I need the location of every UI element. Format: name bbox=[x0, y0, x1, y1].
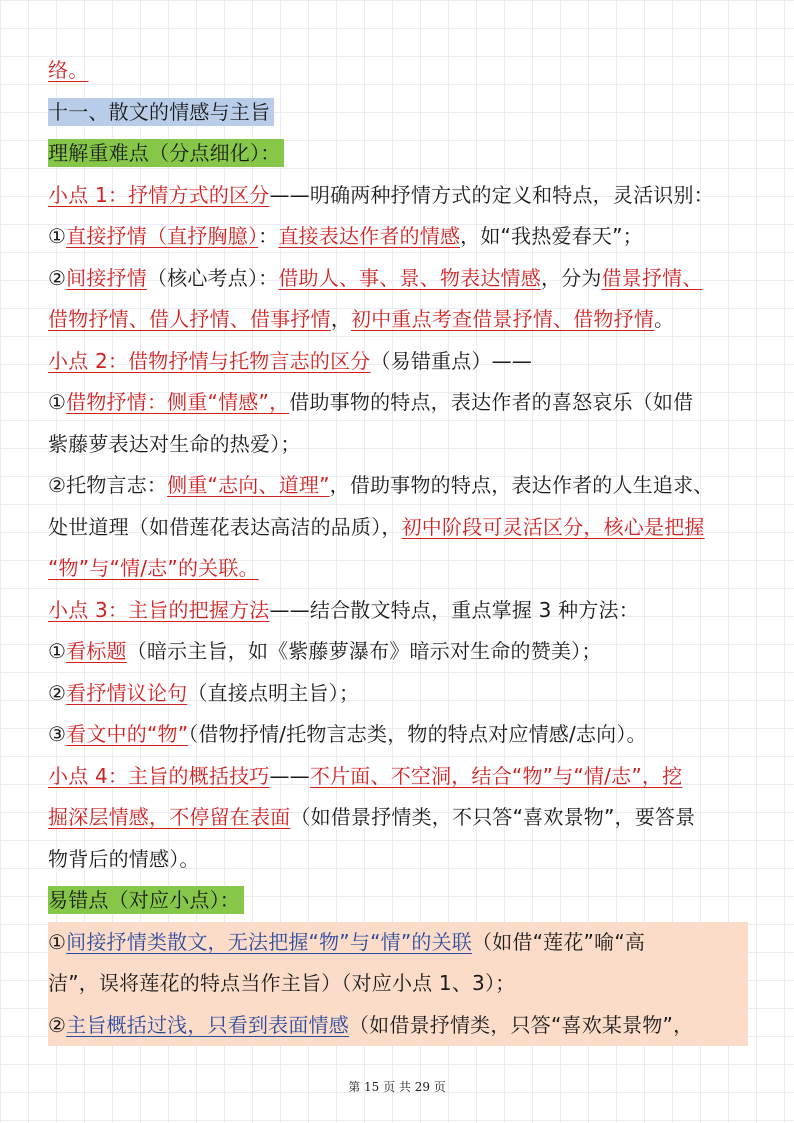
point-3-line bbox=[48, 590, 748, 632]
text-line bbox=[48, 507, 748, 549]
categories-text: 借物抒情、借人抒情、借事抒情 bbox=[48, 307, 331, 331]
dash: —— bbox=[269, 763, 310, 788]
text-line bbox=[48, 299, 748, 341]
text-line bbox=[48, 673, 748, 715]
point-4-tip: 不片面、不空洞，结合“物”与“情/志”，挖 bbox=[309, 763, 683, 788]
exam-focus-text: 初中重点考查借景抒情、借物抒情 bbox=[351, 307, 655, 331]
connector-text: ，分为 bbox=[540, 265, 602, 290]
indirect-lyric-def: 借助人、事、景、物表达情感 bbox=[278, 265, 541, 290]
item-marker: ① bbox=[48, 929, 67, 954]
point-3-title: 小点 3：主旨的把握方法 bbox=[48, 597, 270, 622]
body-text: 物背后的情感）。 bbox=[48, 846, 200, 871]
comma: ， bbox=[330, 307, 352, 331]
text-line bbox=[48, 548, 748, 590]
key-summary-text: “物”与“情/志”的关联。 bbox=[48, 556, 259, 580]
body-text: 借助事物的特点，表达作者的喜怒哀乐（如借 bbox=[289, 390, 694, 414]
document-page bbox=[48, 50, 748, 1046]
object-aspiration-term: ②托物言志： bbox=[48, 473, 168, 497]
body-text: 洁”，误将莲花的特点当作主旨）（对应小点 1、3）； bbox=[48, 971, 516, 995]
text-line bbox=[48, 797, 748, 839]
text-line bbox=[48, 631, 748, 673]
mistake-2-text: 主旨概括过浅，只看到表面情感 bbox=[66, 1012, 349, 1037]
continued-text: 络。 bbox=[48, 58, 89, 82]
categories-text: 借景抒情、 bbox=[601, 265, 703, 290]
text-line bbox=[48, 963, 748, 1005]
text-line bbox=[48, 1005, 748, 1047]
item-marker: ② bbox=[48, 680, 67, 705]
text-line bbox=[48, 382, 748, 424]
point-1-title: 小点 1：抒情方式的区分 bbox=[48, 182, 270, 207]
text-line bbox=[48, 216, 748, 258]
point-2-line bbox=[48, 341, 748, 383]
item-marker: ② bbox=[48, 1012, 67, 1037]
indirect-lyric-term: 间接抒情 bbox=[66, 265, 147, 290]
text-line bbox=[48, 424, 748, 466]
mistake-1-text: 间接抒情类散文，无法把握“物”与“情”的关联 bbox=[66, 929, 472, 954]
point-2-title: 小点 2：借物抒情与托物言志的区分 bbox=[48, 348, 371, 373]
object-lyric-term: 借物抒情：侧重“情感”， bbox=[66, 390, 290, 414]
item-marker: ① bbox=[48, 639, 67, 663]
body-text: 紫藤萝表达对生命的热爱）； bbox=[48, 431, 301, 456]
text-line bbox=[48, 258, 748, 300]
body-text: （如借景抒情类，不只答“喜欢景物”，要答景 bbox=[290, 805, 696, 829]
mistakes-heading: 易错点（对应小点）： bbox=[48, 886, 244, 914]
section-title: 十一、散文的情感与主旨 bbox=[48, 98, 274, 126]
period: 。 bbox=[654, 307, 675, 331]
body-text: （如借景抒情类，只答“喜欢某景物”， bbox=[348, 1012, 694, 1037]
body-text: 处世道理（如借莲花表达高洁的品质）， bbox=[48, 514, 402, 539]
text-line bbox=[48, 465, 748, 507]
text-line bbox=[48, 50, 748, 92]
point-3-desc: ——结合散文特点，重点掌握 3 种方法： bbox=[269, 597, 639, 622]
body-text: （暗示主旨，如《紫藤萝瀑布》暗示对生命的赞美）； bbox=[126, 639, 602, 663]
point-1-desc: ——明确两种抒情方式的定义和特点，灵活识别： bbox=[269, 182, 714, 207]
subheading-line bbox=[48, 133, 748, 175]
body-text: （如借“莲花”喻“高 bbox=[472, 929, 646, 954]
point-4-tip: 掘深层情感，不停留在表面 bbox=[48, 805, 291, 829]
mistakes-box bbox=[48, 922, 748, 1047]
point-2-desc: （易错重点）—— bbox=[370, 348, 533, 373]
key-summary-text: 初中阶段可灵活区分，核心是把握 bbox=[401, 514, 705, 539]
item-marker: ③ bbox=[48, 722, 67, 746]
item-marker: ① bbox=[48, 224, 67, 248]
text-line bbox=[48, 714, 748, 756]
item-marker: ① bbox=[48, 390, 67, 414]
colon: ： bbox=[258, 224, 279, 248]
object-aspiration-focus: 侧重“志向、道理” bbox=[167, 473, 330, 497]
body-text: （借物抒情/托物言志类，物的特点对应情感/志向）。 bbox=[188, 722, 647, 746]
point-4-line bbox=[48, 756, 748, 798]
direct-lyric-def: 直接表达作者的情感 bbox=[278, 224, 461, 248]
text-line bbox=[48, 922, 748, 964]
note-text: （核心考点）： bbox=[146, 265, 279, 290]
key-points-heading: 理解重难点（分点细化）： bbox=[48, 139, 284, 167]
method-lyric-sentence: 看抒情议论句 bbox=[66, 680, 188, 705]
body-text: ，借助事物的特点，表达作者的人生追求、 bbox=[329, 473, 714, 497]
direct-lyric-term: 直接抒情（直抒胸臆） bbox=[66, 224, 259, 248]
method-title: 看标题 bbox=[66, 639, 127, 663]
point-4-title: 小点 4：主旨的概括技巧 bbox=[48, 763, 270, 788]
body-text: （直接点明主旨）； bbox=[187, 680, 360, 705]
point-1-line bbox=[48, 175, 748, 217]
example-text: ，如“我热爱春天”； bbox=[460, 224, 643, 248]
text-line bbox=[48, 839, 748, 881]
subheading-line bbox=[48, 880, 748, 922]
page-number-footer: 第 15 页 共 29 页 bbox=[348, 1080, 446, 1094]
method-object: 看文中的“物” bbox=[66, 722, 189, 746]
section-heading bbox=[48, 92, 748, 134]
item-marker: ② bbox=[48, 265, 67, 290]
